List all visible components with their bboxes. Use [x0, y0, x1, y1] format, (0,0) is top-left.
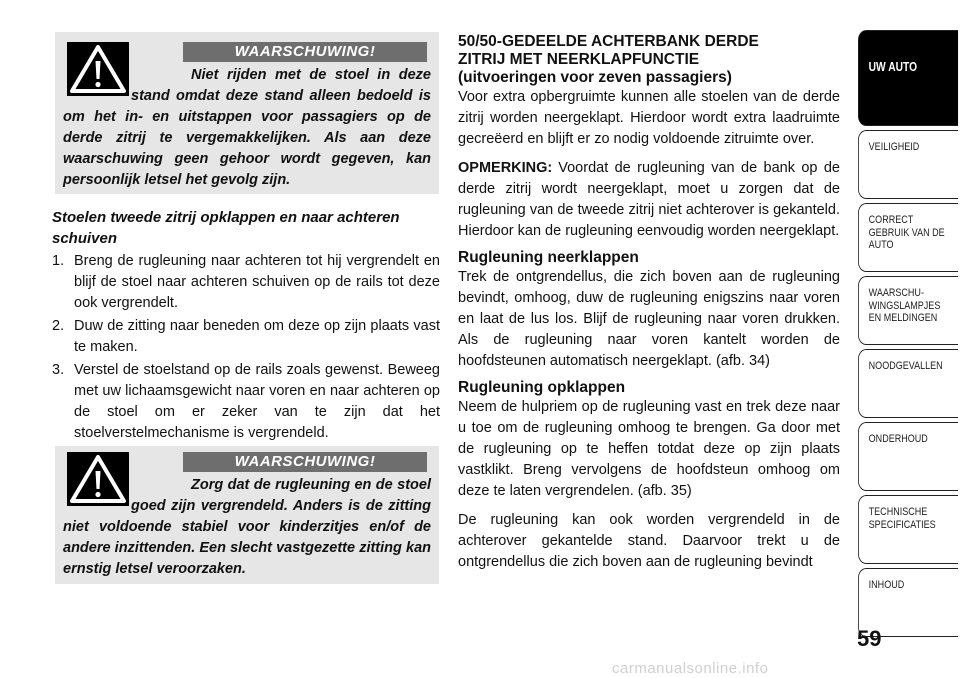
- section-title: 50/50-GEDEELDE ACHTERBANK DERDE ZITRIJ MET NEERKLAPFUNCTIE (uitvoeringen voor zeven passagiers): [458, 33, 759, 86]
- warning-title: WAARSCHUWING!: [183, 452, 427, 472]
- tab-veiligheid[interactable]: VEILIGHEID: [858, 130, 958, 199]
- warning-text: Zorg dat de rugleuning en de stoel goed zijn vergrendeld. Anders is de zitting niet voldoende stabiel voor kinderzitjes en/of de andere inzittenden. Een slecht vastgezette zitting kan ernstig letsel veroorzaken.: [63, 477, 431, 577]
- chapter-tabs: [858, 30, 960, 641]
- subheading-fold-up: Rugleuning opklappen: [458, 379, 626, 396]
- right-column: [458, 33, 840, 573]
- paragraph: De rugleuning kan ook worden vergrendeld in de achterover gekantelde stand. Daarvoor trekt u de ontgrendellus die zich boven aan de rugleuning bevindt: [458, 512, 840, 570]
- section-heading: Stoelen tweede zitrij opklappen en naar achteren schuiven: [52, 209, 400, 247]
- tab-onderhoud[interactable]: ONDERHOUD: [858, 422, 958, 491]
- tab-noodgevallen[interactable]: NOODGEVALLEN: [858, 349, 958, 418]
- tab-technische-specificaties[interactable]: TECHNISCHE SPECIFICATIES: [858, 495, 958, 564]
- page-number: 59: [857, 626, 882, 651]
- note-paragraph: OPMERKING: Voordat de rugleuning van de bank op de derde zitrij wordt neergeklapt, moet u zorgen dat de rugleuning van de tweede zitrij niet achterover is gekanteld. Hierdoor kan de rugleuning eenvoudig worden neergeklapt.: [458, 160, 840, 239]
- paragraph: Neem de hulpriem op de rugleuning vast en trek deze naar u toe om de rugleuning omhoog te brengen. Ga door met de rugleuning op te heffen totdat deze op zijn plaats vastklikt. Breng vervolgens de hoofdsteun omhoog om deze te laten vergrendelen. (afb. 35): [458, 399, 840, 499]
- list-item: 1. Breng de rugleuning naar achteren tot hij vergrendelt en blijf de stoel naar achteren schuiven op de rails tot deze ook vergrendelt.: [52, 253, 440, 311]
- step-list: [52, 251, 440, 446]
- tab-uw-auto[interactable]: UW AUTO: [858, 30, 958, 126]
- paragraph: Trek de ontgrendellus, die zich boven aan de rugleuning bevindt, omhoog, duw de rugleuning enigszins naar voren en laat de lus los. Blijf de rugleuning naar voren drukken. Als de rugleuning naar voren kantelt worden de hoofdsteunen automatisch neergeklapt. (afb. 34): [458, 269, 840, 369]
- warning-box-1: [55, 32, 439, 194]
- warning-title: WAARSCHUWING!: [183, 42, 427, 62]
- tab-inhoud[interactable]: INHOUD: [858, 568, 958, 637]
- subheading-fold-down: Rugleuning neerklappen: [458, 249, 639, 266]
- tab-correct-gebruik[interactable]: CORRECT GEBRUIK VAN DE AUTO: [858, 203, 958, 272]
- tab-waarschuwingslampjes[interactable]: WAARSCHU-WINGSLAMPJES EN MELDINGEN: [858, 276, 958, 345]
- watermark: carmanualsonline.info: [612, 660, 769, 677]
- warning-box-2: [55, 446, 439, 584]
- list-item: 2. Duw de zitting naar beneden om deze op zijn plaats vast te maken.: [52, 318, 440, 355]
- list-item: 3. Verstel de stoelstand op de rails zoals gewenst. Beweeg met uw lichaamsgewicht naar voren en naar achteren op de stoel om er zeker van te zijn dat het stoelverstelmechanisme is vergrendeld.: [52, 362, 440, 441]
- intro-paragraph: Voor extra opbergruimte kunnen alle stoelen van de derde zitrij worden neergeklapt. Hierdoor wordt extra laadruimte gecreëerd en blijft er zo nodig voldoende zitruimte over.: [458, 89, 840, 147]
- warning-text: Niet rijden met de stoel in deze stand omdat deze stand alleen bedoeld is om het in- en uitstappen voor passagiers op de derde zitrij te vergemakkelijken. Als aan deze waarschuwing geen gehoor wordt gegeven, kan persoonlijk letsel het gevolg zijn.: [63, 67, 431, 188]
